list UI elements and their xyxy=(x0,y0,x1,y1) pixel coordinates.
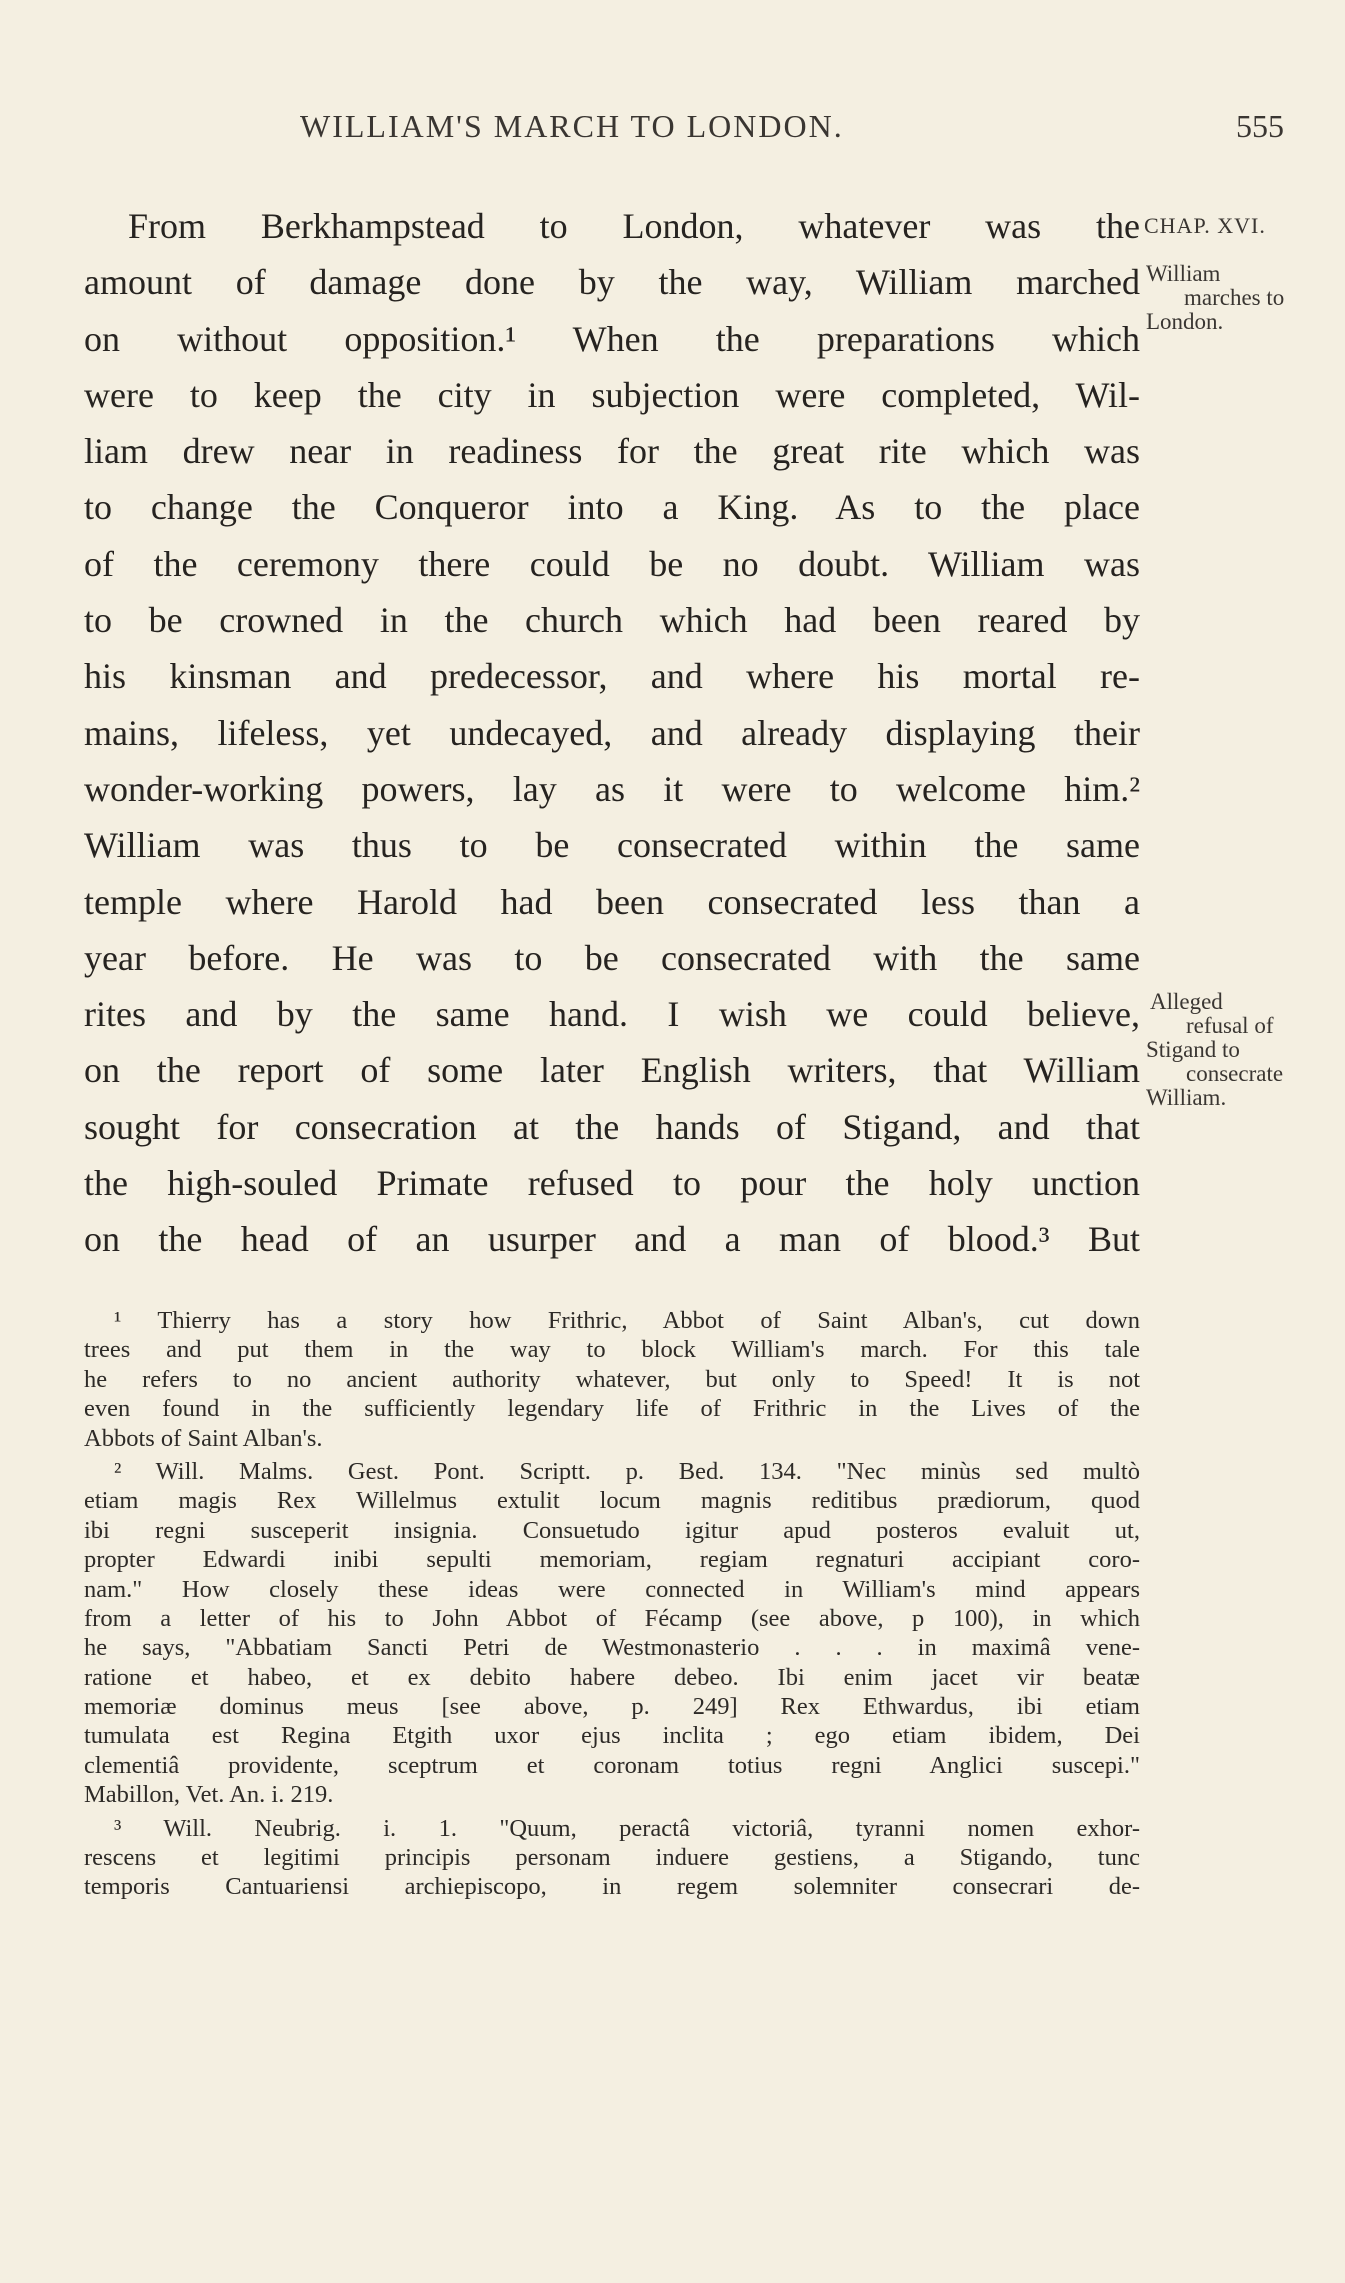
footnotes xyxy=(84,1306,1140,1906)
page-header xyxy=(0,108,1345,158)
body-line: year before. He was to be consecrated with the same xyxy=(84,937,1140,978)
margin-note-line: London. xyxy=(1146,309,1224,334)
body-line: liam drew near in readiness for the great rite which was xyxy=(84,431,1140,472)
body-line: of the ceremony there could be no doubt. William was xyxy=(84,543,1140,584)
footnote-2 xyxy=(84,1457,1140,1810)
footnote-line: propter Edwardi inibi sepulti memoriam, regiam regnaturi accipiant coro- xyxy=(84,1546,1140,1574)
footnote-line: clementiâ providente, sceptrum et coronam totius regni Anglici suscepi." xyxy=(84,1751,1140,1779)
margin-note-line: refusal of xyxy=(1186,1013,1274,1038)
body-line: to change the Conqueror into a King. As to the place xyxy=(84,487,1140,528)
body-line: the high-souled Primate refused to pour the holy unction xyxy=(84,1163,1140,1204)
chapter-label: CHAP. XVI. xyxy=(1144,213,1266,238)
footnote-line: memoriæ dominus meus [see above, p. 249] Rex Ethwardus, ibi etiam xyxy=(84,1693,1140,1721)
body-line: mains, lifeless, yet undecayed, and already displaying their xyxy=(84,712,1140,753)
footnote-line: ¹ Thierry has a story how Frithric, Abbot of Saint Alban's, cut down xyxy=(114,1307,1140,1334)
footnote-line: nam." How closely these ideas were connected in William's mind appears xyxy=(84,1575,1140,1603)
body-line: temple where Harold had been consecrated less than a xyxy=(84,881,1140,922)
margin-note-chapter xyxy=(1144,214,1339,238)
body-line: were to keep the city in subjection were completed, Wil- xyxy=(84,374,1140,415)
body-line: sought for consecration at the hands of Stigand, and that xyxy=(84,1106,1140,1147)
body-line: on without opposition.¹ When the preparations which xyxy=(84,318,1140,359)
body-line: on the head of an usurper and a man of blood.³ But xyxy=(84,1219,1140,1260)
margin-note-alleged-refusal xyxy=(1144,990,1339,1110)
margin-note-line: William. xyxy=(1146,1085,1227,1110)
body-line: rites and by the same hand. I wish we could believe, xyxy=(84,994,1140,1035)
body-text xyxy=(84,198,1140,1268)
footnote-line: ibi regni susceperit insignia. Consuetudo igitur apud posteros evaluit ut, xyxy=(84,1516,1140,1544)
footnote-line: rescens et legitimi principis personam induere gestiens, a Stigando, tunc xyxy=(84,1844,1140,1872)
body-line: on the report of some later English writers, that William xyxy=(84,1050,1140,1091)
margin-note-line: consecrate xyxy=(1186,1061,1284,1086)
footnote-1 xyxy=(84,1306,1140,1453)
footnote-3 xyxy=(84,1814,1140,1902)
body-line: William was thus to be consecrated within the same xyxy=(84,825,1140,866)
footnote-line: even found in the sufficiently legendary life of Frithric in the Lives of the xyxy=(84,1395,1140,1423)
body-line: to be crowned in the church which had been reared by xyxy=(84,600,1140,641)
margin-note-line: Alleged xyxy=(1150,989,1223,1014)
footnote-line: Mabillon, Vet. An. i. 219. xyxy=(84,1781,334,1809)
margin-note-line: Stigand to xyxy=(1146,1037,1240,1062)
footnote-line: trees and put them in the way to block William's march. For this tale xyxy=(84,1336,1140,1364)
body-line: amount of damage done by the way, William marched xyxy=(84,262,1140,303)
margin-note-line: William xyxy=(1146,261,1221,286)
footnote-line: temporis Cantuariensi archiepiscopo, in regem solemniter consecrari de- xyxy=(84,1873,1140,1901)
footnote-line: tumulata est Regina Etgith uxor ejus inclita ; ego etiam ibidem, Dei xyxy=(84,1722,1140,1750)
footnote-line: he refers to no ancient authority whatever, but only to Speed! It is not xyxy=(84,1365,1140,1393)
margin-note-line: marches to xyxy=(1184,285,1285,310)
footnote-line: ³ Will. Neubrig. i. 1. "Quum, peractâ victoriâ, tyranni nomen exhor- xyxy=(114,1814,1140,1842)
page-number: 555 xyxy=(1236,108,1284,144)
body-line: From Berkhampstead to London, whatever was the xyxy=(128,206,1140,246)
footnote-line: from a letter of his to John Abbot of Fécamp (see above, p 100), in which xyxy=(84,1604,1140,1632)
footnote-line: ² Will. Malms. Gest. Pont. Scriptt. p. Bed. 134. "Nec minùs sed multò xyxy=(114,1457,1140,1485)
footnote-line: he says, "Abbatiam Sancti Petri de Westmonasterio . . . in maximâ vene- xyxy=(84,1634,1140,1662)
running-title: WILLIAM'S MARCH TO LONDON. xyxy=(300,108,844,144)
footnote-line: Abbots of Saint Alban's. xyxy=(84,1424,323,1452)
footnote-line: ratione et habeo, et ex debito habere debeo. Ibi enim jacet vir beatæ xyxy=(84,1663,1140,1691)
body-line: his kinsman and predecessor, and where his mortal re- xyxy=(84,656,1140,697)
margin-note-william-marches xyxy=(1144,262,1339,334)
body-line: wonder-working powers, lay as it were to welcome him.² xyxy=(84,768,1140,809)
footnote-line: etiam magis Rex Willelmus extulit locum magnis reditibus prædiorum, quod xyxy=(84,1487,1140,1515)
